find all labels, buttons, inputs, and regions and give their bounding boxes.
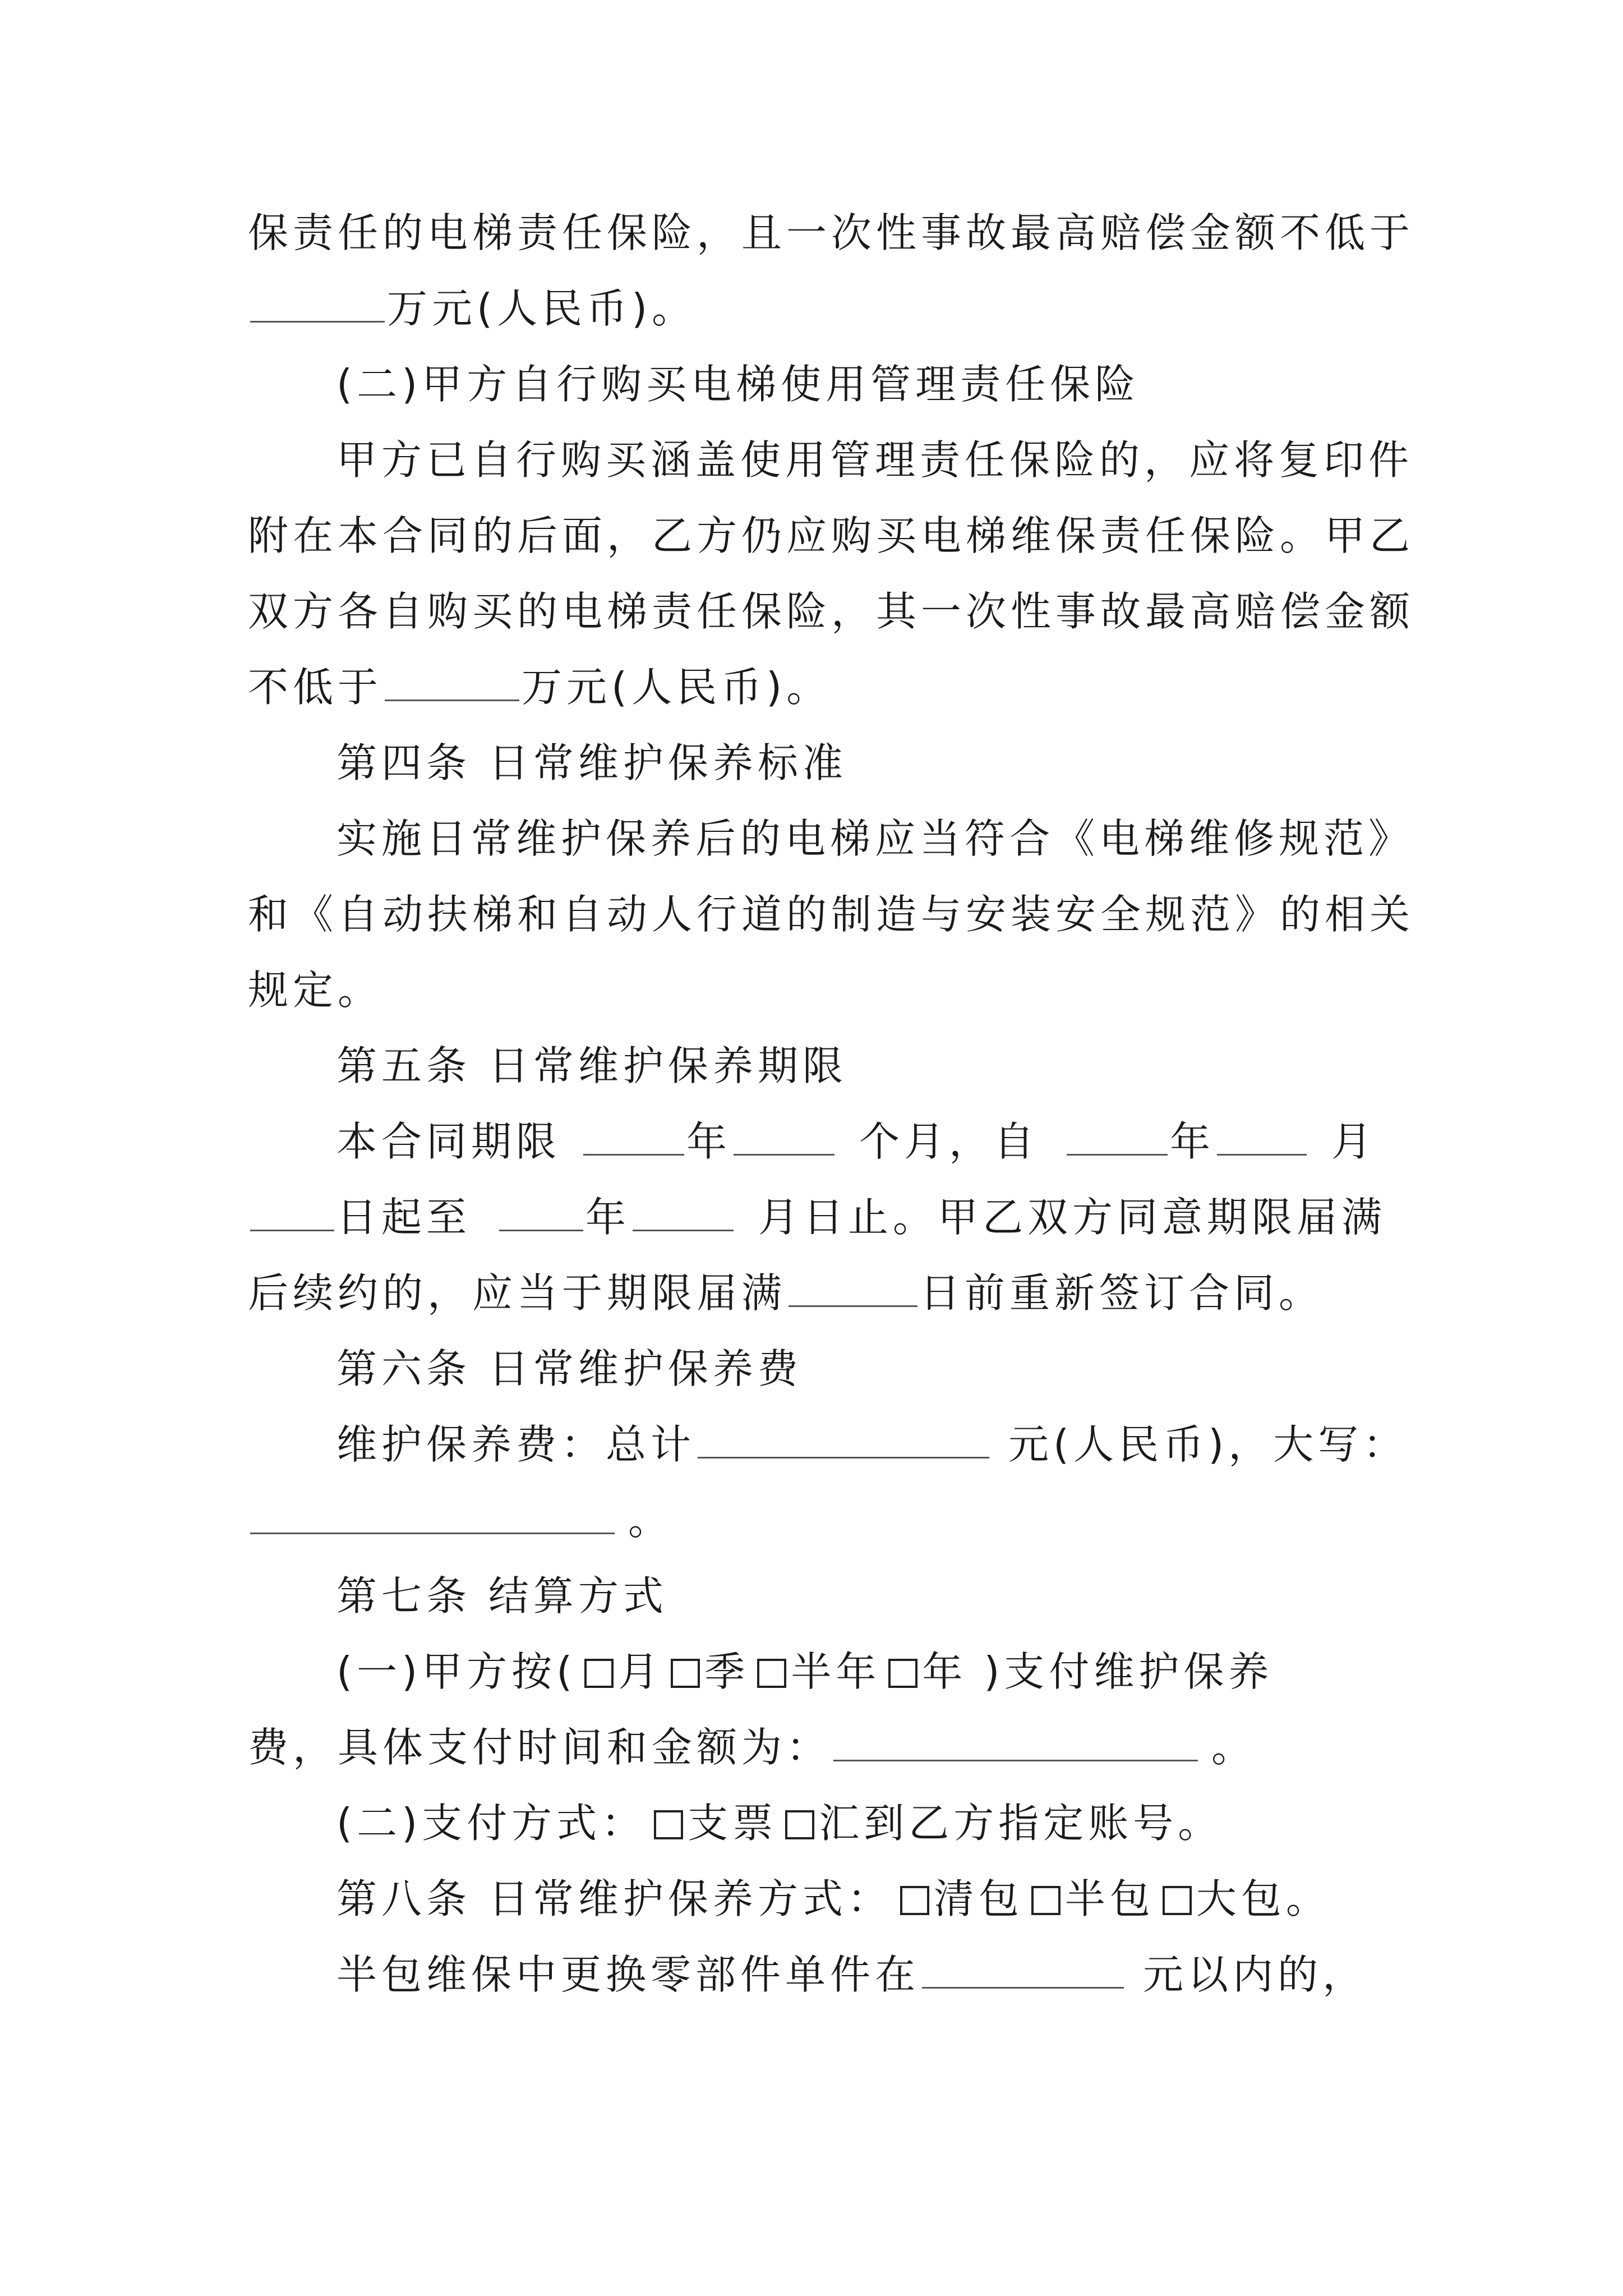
blank-line <box>1067 1115 1168 1156</box>
checkbox-full-package[interactable] <box>900 1886 929 1915</box>
paragraph-text: 万元(人民币)。 <box>522 664 832 711</box>
text-line <box>336 1644 1273 1700</box>
blank-line <box>385 660 519 701</box>
text-line <box>248 205 1414 261</box>
section-heading <box>336 356 1140 412</box>
text-line <box>336 811 1413 867</box>
article-heading <box>336 1038 847 1094</box>
paragraph-text: (一)甲方按( <box>336 1648 577 1695</box>
checkbox-half-year[interactable] <box>757 1659 786 1688</box>
blank-line <box>789 1266 917 1307</box>
paragraph-text: (二)支付方式： <box>336 1800 647 1847</box>
blank-line <box>250 1493 615 1534</box>
paragraph-text: 本合同期限 <box>336 1118 561 1165</box>
blank-line <box>583 1115 684 1156</box>
paragraph-text: 年 <box>686 1118 732 1165</box>
paragraph-text: 和《自动扶梯和自动人行道的制造与安装安全规范》的相关 <box>248 891 1415 938</box>
blank-line <box>922 1948 1124 1989</box>
option-label: 半包 <box>1064 1875 1155 1922</box>
paragraph-text: 费，具体支付时间和金额为： <box>248 1724 832 1771</box>
paragraph-text: 维护保养费：总计 <box>336 1421 696 1468</box>
article-heading <box>336 735 847 791</box>
heading-text: (二)甲方自行购买电梯使用管理责任保险 <box>336 361 1140 408</box>
blank-line <box>698 1418 989 1458</box>
text-line <box>248 1492 673 1548</box>
checkbox-year[interactable] <box>888 1659 917 1688</box>
option-label: 年 <box>922 1648 967 1695</box>
blank-line <box>250 1190 334 1231</box>
text-line <box>248 659 831 715</box>
paragraph-text: 后续约的，应当于期限届满 <box>248 1269 787 1317</box>
checkbox-transfer[interactable] <box>785 1810 814 1839</box>
text-line <box>248 962 382 1018</box>
paragraph-text: 不低于 <box>248 664 383 711</box>
paragraph-text: 月 <box>1331 1118 1377 1165</box>
paragraph-text: 元以内的， <box>1143 1951 1368 1998</box>
checkbox-cheque[interactable] <box>654 1810 683 1839</box>
text-line <box>336 1947 1367 2003</box>
blank-line <box>250 282 385 323</box>
paragraph-text: 日前重新签订合同。 <box>920 1269 1324 1317</box>
paragraph-text: 年 <box>585 1194 631 1241</box>
paragraph-text: 日起至 <box>336 1194 472 1241</box>
option-label: 月 <box>618 1648 663 1695</box>
text-line <box>248 1265 1324 1321</box>
text-line <box>248 1719 1256 1775</box>
checkbox-semi-package[interactable] <box>1031 1886 1061 1915</box>
heading-text: 第七条 结算方式 <box>336 1572 668 1619</box>
text-line <box>336 1795 1223 1851</box>
paragraph-text: 。 <box>628 1497 674 1544</box>
text-line <box>248 886 1414 942</box>
paragraph-text: 。 <box>1211 1724 1257 1771</box>
heading-text: 第六条 日常维护保养费 <box>336 1345 803 1392</box>
paragraph-text: 万元(人民币)。 <box>387 285 697 332</box>
paragraph-text: 双方各自购买的电梯责任保险，其一次性事故最高赔偿金额 <box>248 588 1415 635</box>
blank-line <box>499 1190 583 1231</box>
paragraph-text: 附在本合同的后面，乙方仍应购买电梯维保责任保险。甲乙 <box>248 512 1415 559</box>
option-label: 季 <box>704 1648 750 1695</box>
text-line <box>336 1114 1376 1170</box>
article-heading <box>336 1568 668 1624</box>
paragraph-text: 月日止。甲乙双方同意期限届满 <box>758 1194 1387 1241</box>
text-line <box>248 508 1414 564</box>
blank-line <box>833 1720 1198 1761</box>
blank-line <box>1217 1115 1307 1156</box>
paragraph-text: 半包维保中更换零部件单件在 <box>336 1951 920 1998</box>
text-line <box>336 1416 1408 1473</box>
paragraph-text: 个月，自 <box>859 1118 1039 1165</box>
text-line <box>248 1189 1386 1245</box>
paragraph-text: 元(人民币)，大写： <box>1008 1421 1408 1468</box>
checkbox-month[interactable] <box>584 1659 614 1688</box>
option-label: 半年 <box>791 1648 881 1695</box>
text-line <box>248 583 1414 639</box>
article-heading <box>336 1341 803 1397</box>
paragraph-text: )支付维护保养 <box>984 1648 1274 1695</box>
text-line <box>336 1871 1331 1927</box>
option-label: 大包。 <box>1196 1875 1331 1922</box>
option-label: 支票 <box>688 1800 778 1847</box>
checkbox-big-package[interactable] <box>1163 1886 1192 1915</box>
paragraph-text: 年 <box>1170 1118 1215 1165</box>
paragraph-text: 甲方已自行购买涵盖使用管理责任保险的，应将复印件 <box>336 436 1414 484</box>
checkbox-quarter[interactable] <box>671 1659 700 1688</box>
option-label: 汇到乙方指定账号。 <box>819 1800 1223 1847</box>
paragraph-text: 保责任的电梯责任保险，且一次性事故最高赔偿金额不低于 <box>248 209 1415 256</box>
option-label: 清包 <box>933 1875 1023 1922</box>
paragraph-text: 规定。 <box>248 967 383 1014</box>
blank-line <box>734 1115 834 1156</box>
text-line <box>336 432 1413 488</box>
blank-line <box>633 1190 734 1231</box>
paragraph-text: 第八条 日常维护保养方式： <box>336 1875 892 1922</box>
text-line <box>248 280 697 337</box>
heading-text: 第五条 日常维护保养期限 <box>336 1042 847 1089</box>
paragraph-text: 实施日常维护保养后的电梯应当符合《电梯维修规范》 <box>336 815 1414 862</box>
heading-text: 第四条 日常维护保养标准 <box>336 739 847 786</box>
